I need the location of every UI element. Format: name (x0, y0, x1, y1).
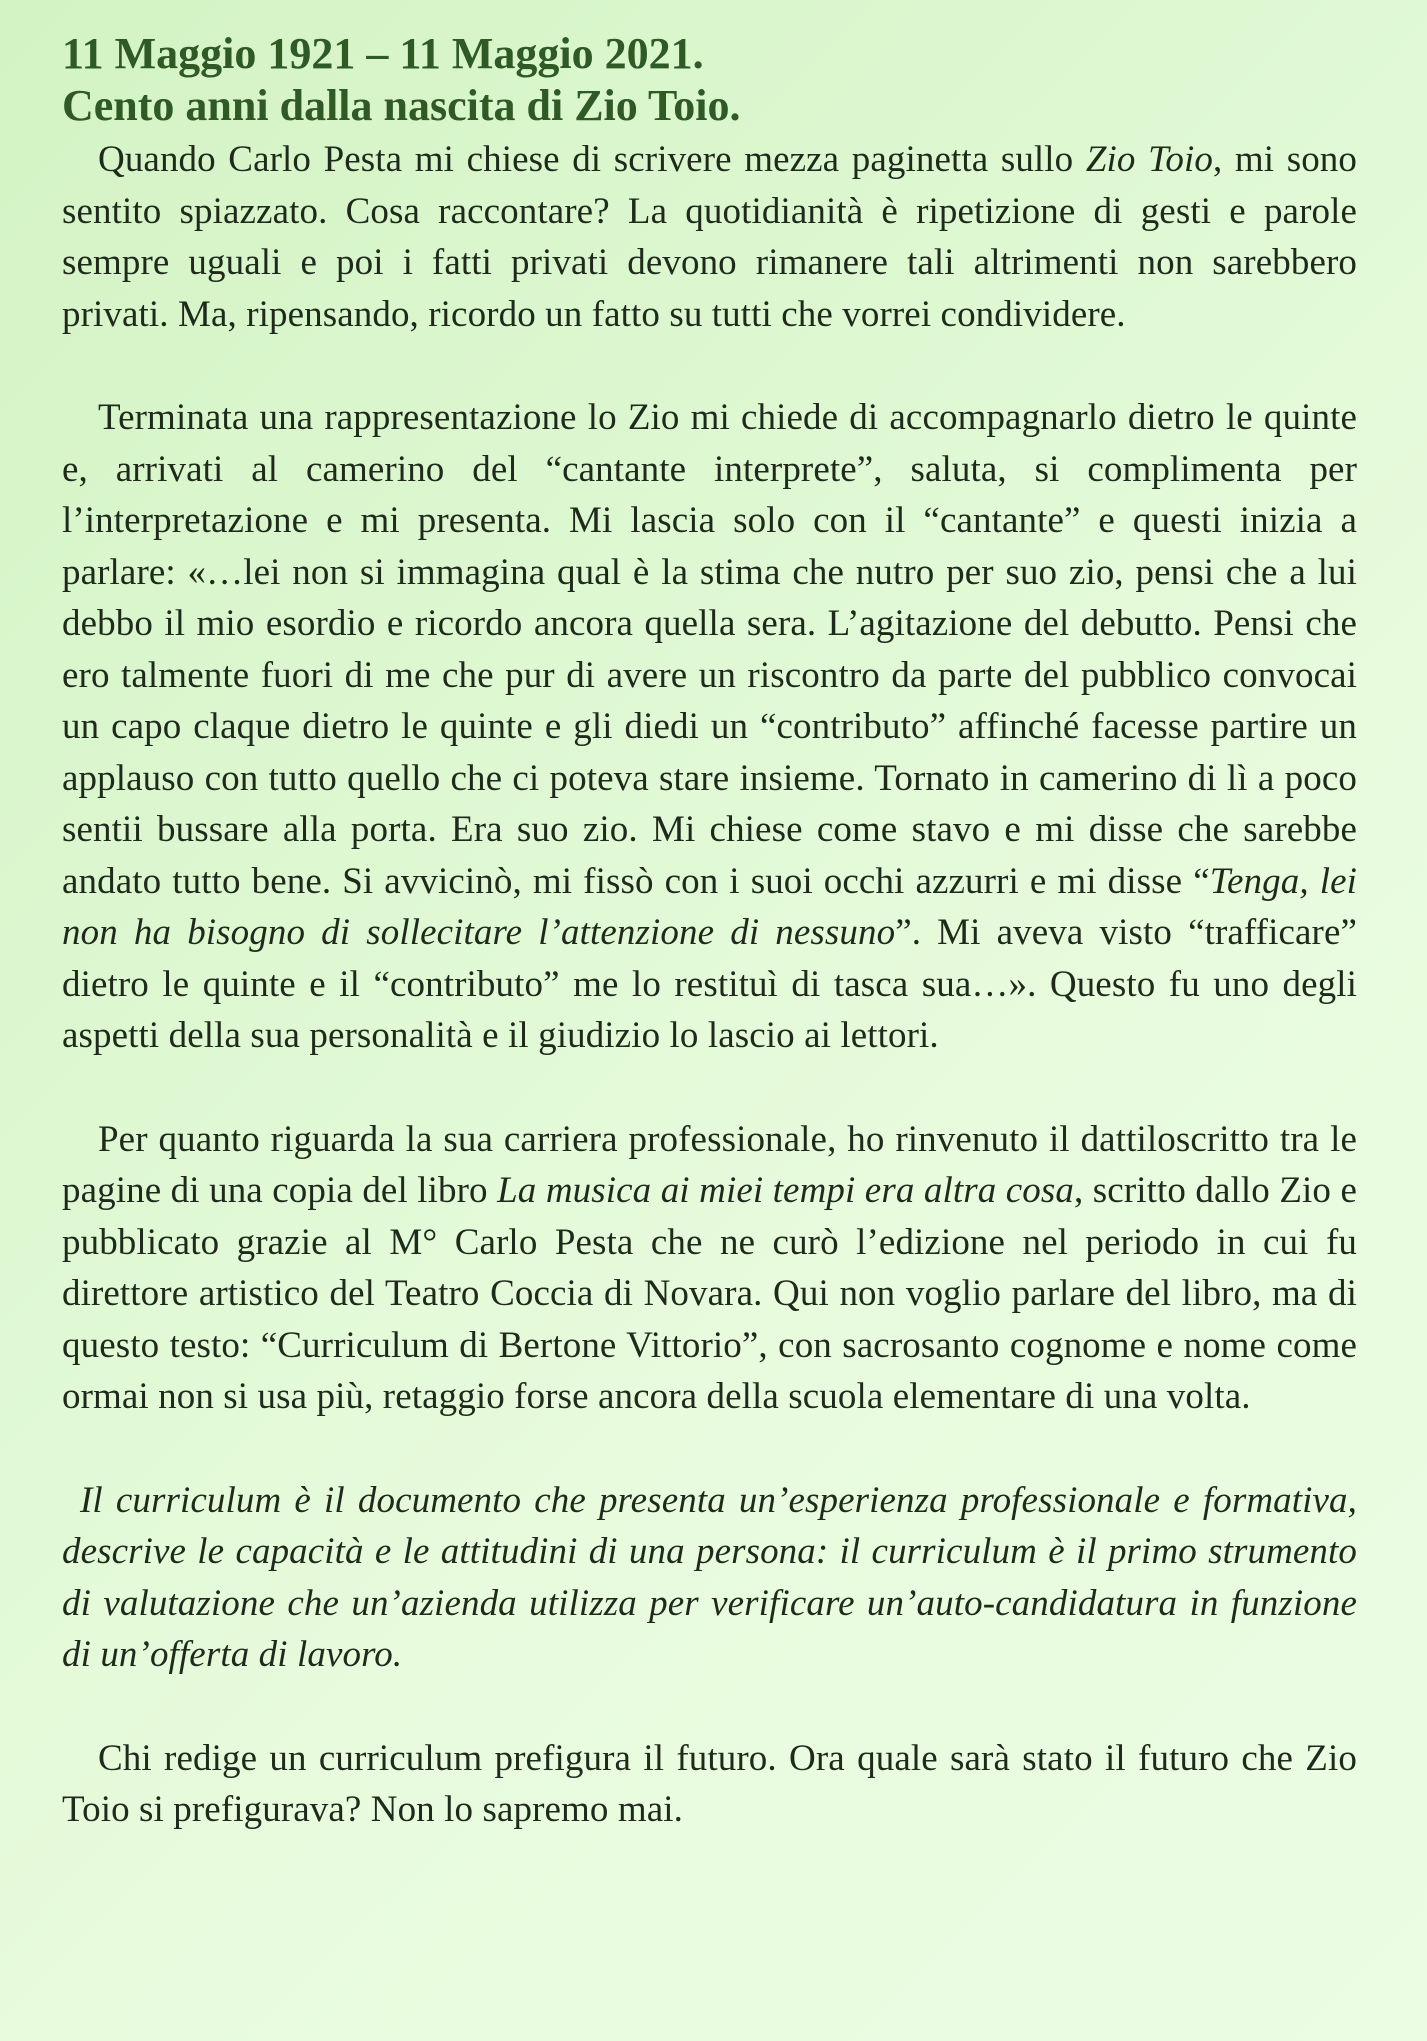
paragraph-intro-italic: Zio Toio (1085, 139, 1213, 180)
paragraph-career-book-title: La musica ai miei tempi era altra cosa (497, 1170, 1074, 1211)
paragraph-intro-text-a: Quando Carlo Pesta mi chiese di scrivere mezza paginetta sullo (98, 139, 1086, 180)
paragraph-career (62, 1114, 1357, 1423)
article-title (62, 28, 1357, 132)
paragraph-career-text-a: Per quanto riguarda la sua carriera professionale, ho rinvenuto il dattiloscritto tra le pagine di una copia del libro (62, 1118, 1357, 1211)
paragraph-intro-text-c: , mi sono sentito spiazzato. Cosa raccontare? La quotidianità è ripetizione di gesti e parole sempre uguali e poi i fatti privati devono rimanere tali altrimenti non sarebbero privati. Ma, ripensando, ricordo un fatto su tutti che vorrei condividere. (62, 139, 1358, 335)
paragraph-anecdote-text-a: Terminata una rappresentazione lo Zio mi chiede di accompagnarlo dietro le quinte e, arrivati al camerino del “cantante interprete”, saluta, si complimenta per l’interpretazione e mi presenta. Mi lascia solo con il “cantante” e questi inizia a parlare: «…lei non si immagina qual è la stima che nutro per suo zio, pensi che a lui debbo il mio esordio e ricordo ancora quella sera. L’agitazione del debutto. Pensi che ero talmente fuori di me che pur di avere un riscontro da parte del pubblico convocai un capo claque dietro le quinte e gli diedi un “contributo” affinché facesse partire un applauso con tutto quello che ci poteva stare insieme. Tornato in camerino di lì a poco sentii bussare alla porta. Era suo zio. Mi chiese come stavo e mi disse che sarebbe andato tutto bene. Si avvicinò, mi fissò con i suoi occhi azzurri e mi disse “ (62, 397, 1357, 902)
paragraph-anecdote-italic: Tenga, lei non ha bisogno di sollecitare l’attenzione di nessuno (62, 860, 1357, 953)
paragraph-anecdote (62, 392, 1357, 1062)
paragraph-career-text-c: , scritto dallo Zio e pubblicato grazie al M° Carlo Pesta che ne curò l’edizione nel periodo in cui fu direttore artistico del Teatro Coccia di Novara. Qui non voglio parlare del libro, ma di questo testo: “Curriculum di Bertone Vittorio”, con sacrosanto cognome e nome come ormai non si usa più, retaggio forse ancora della scuola elementare di una volta. (62, 1170, 1357, 1417)
paragraph-anecdote-text-c: ”. Mi aveva visto “trafficare” dietro le quinte e il “contributo” me lo restituì di tasca sua…». Questo fu uno degli aspetti della sua personalità e il giudizio lo lascio ai lettori. (62, 912, 1357, 1056)
paragraph-curriculum-definition: Il curriculum è il documento che presenta un’esperienza professionale e formativa, descrive le capacità e le attitudini di una persona: il curriculum è il primo strumento di valutazione che un’azienda utilizza per verificare un’auto-candidatura in funzione di un’offerta di lavoro. (62, 1479, 1357, 1675)
paragraph-intro (62, 134, 1357, 340)
title-subtitle: Cento anni dalla nascita di Zio Toio. (62, 81, 741, 130)
title-dates: 11 Maggio 1921 – 11 Maggio 2021. (62, 29, 704, 78)
paragraph-closing: Chi redige un curriculum prefigura il futuro. Ora quale sarà stato il futuro che Zio Toio si prefigurava? Non lo sapremo mai. (62, 1737, 1357, 1830)
